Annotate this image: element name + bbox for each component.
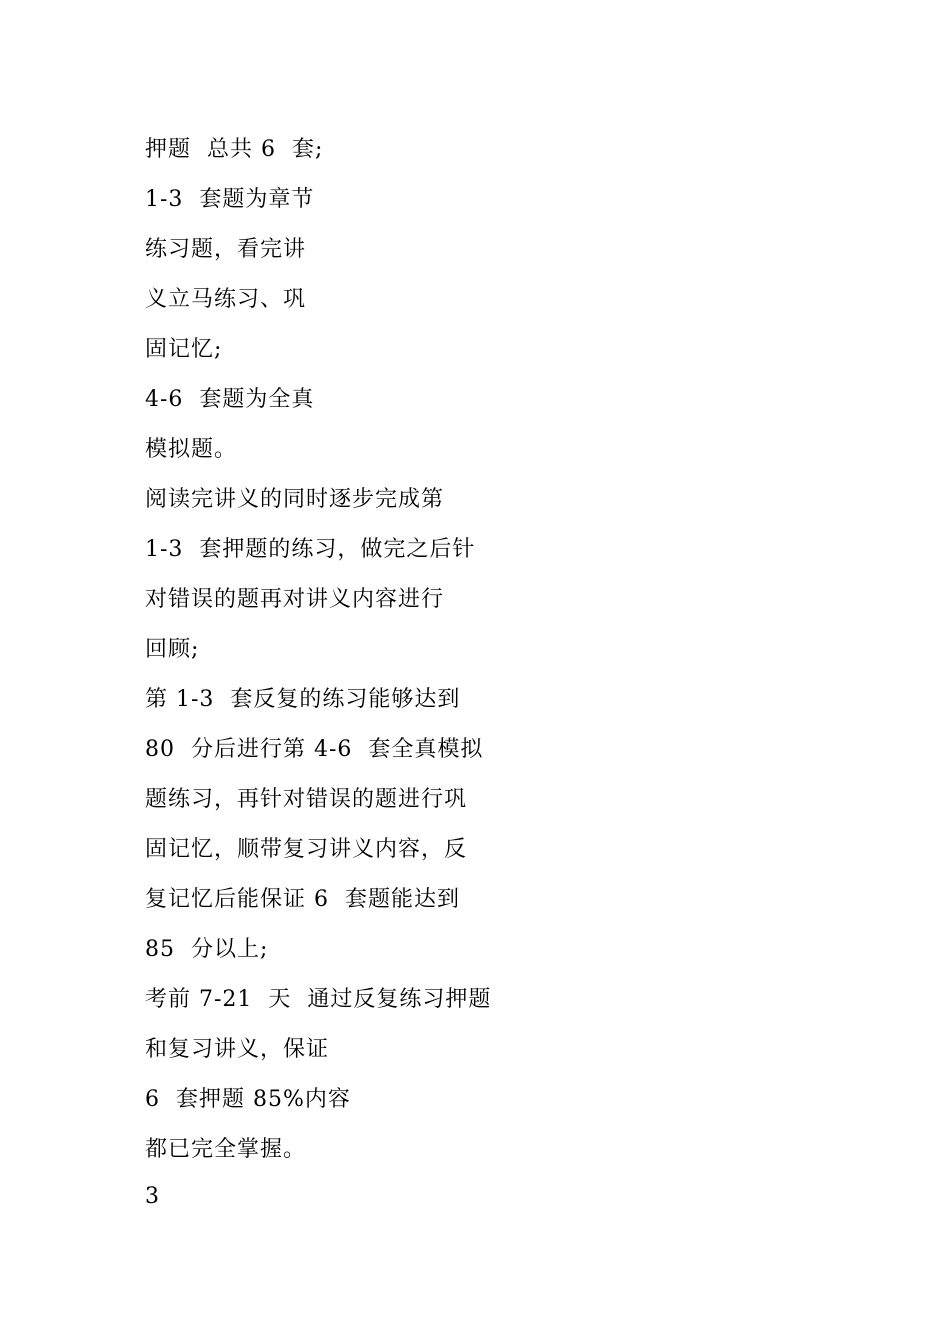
- text-line: 押题 总共 6 套;: [145, 137, 324, 162]
- body-text: [145, 125, 845, 1175]
- page-number: 3: [145, 1184, 159, 1209]
- text-line: 4-6 套题为全真: [145, 387, 315, 412]
- text-line: 1-3 套题为章节: [145, 187, 315, 212]
- text-line: 都已完全掌握。: [145, 1137, 307, 1162]
- text-line: 阅读完讲义的同时逐步完成第: [145, 487, 445, 512]
- text-line: 练习题，看完讲: [145, 237, 307, 262]
- text-line: 85 分以上;: [145, 937, 269, 962]
- text-line: 固记忆;: [145, 337, 223, 362]
- text-line: 对错误的题再对讲义内容进行: [145, 587, 445, 612]
- text-line: 复记忆后能保证 6 套题能达到: [145, 887, 460, 912]
- text-line: 题练习，再针对错误的题进行巩: [145, 787, 468, 812]
- text-line: 第 1-3 套反复的练习能够达到: [145, 687, 461, 712]
- text-line: 考前 7-21 天 通过反复练习押题: [145, 987, 492, 1012]
- text-line: 固记忆，顺带复习讲义内容，反: [145, 837, 468, 862]
- text-line: 模拟题。: [145, 437, 238, 462]
- text-line: 80 分后进行第 4-6 套全真模拟: [145, 737, 484, 762]
- text-line: 和复习讲义，保证: [145, 1037, 330, 1062]
- text-line: 6 套押题 85%内容: [145, 1087, 351, 1112]
- text-line: 义立马练习、巩: [145, 287, 307, 312]
- text-line: 回顾;: [145, 637, 200, 662]
- text-line: 1-3 套押题的练习，做完之后针: [145, 537, 476, 562]
